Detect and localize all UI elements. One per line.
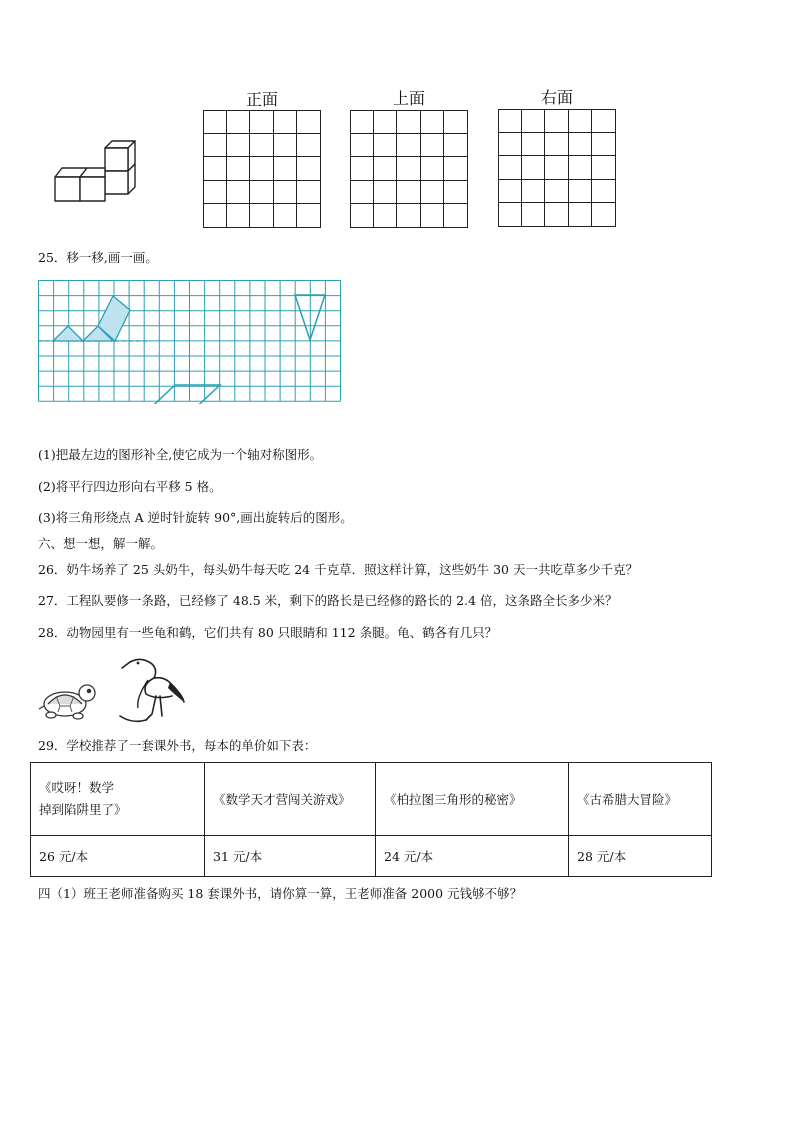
grid-cell[interactable]: [444, 204, 467, 227]
grid-cell[interactable]: [204, 204, 227, 227]
cube-stack-figure: [50, 138, 140, 204]
grid-cell[interactable]: [522, 156, 545, 179]
grid-cell[interactable]: [274, 181, 297, 204]
grid-cell[interactable]: [592, 133, 615, 156]
grid-cell[interactable]: [351, 111, 374, 134]
grid-cell[interactable]: [499, 203, 522, 226]
grid-cell[interactable]: [374, 111, 397, 134]
grid-cell[interactable]: [444, 157, 467, 180]
grid-cell[interactable]: [397, 157, 420, 180]
q25-sub1: (1)把最左边的图形补全,使它成为一个轴对称图形。: [38, 447, 323, 462]
q25-sub3: (3)将三角形绕点 A 逆时针旋转 90°,画出旋转后的图形。: [38, 510, 353, 525]
grid-cell[interactable]: [297, 111, 320, 134]
book-title-line1: 《哎呀！数学: [39, 780, 115, 795]
right-view-grid[interactable]: [498, 109, 616, 227]
grid-cell[interactable]: [569, 203, 592, 226]
q28-text: 28．动物园里有一些龟和鹤，它们共有 80 只眼睛和 112 条腿。龟、鹤各有几只？: [38, 625, 498, 640]
grid-cell[interactable]: [522, 110, 545, 133]
grid-cell[interactable]: [374, 157, 397, 180]
grid-cell[interactable]: [351, 204, 374, 227]
grid-cell[interactable]: [274, 134, 297, 157]
grid-cell[interactable]: [204, 181, 227, 204]
grid-cell[interactable]: [250, 111, 273, 134]
top-view-grid[interactable]: [350, 110, 468, 228]
top-view-label: 上面: [392, 89, 425, 108]
grid-cell[interactable]: [374, 204, 397, 227]
drawing-grid[interactable]: [38, 280, 342, 404]
book-title-line2: 掉到陷阱里了》: [39, 802, 127, 817]
grid-cell[interactable]: [227, 181, 250, 204]
grid-cell[interactable]: [351, 157, 374, 180]
book-title-cell: [31, 763, 205, 836]
grid-cell[interactable]: [592, 203, 615, 226]
right-view-label: 右面: [540, 88, 573, 107]
grid-cell[interactable]: [522, 203, 545, 226]
q29-intro: 29．学校推荐了一套课外书，每本的单价如下表：: [38, 738, 317, 753]
grid-cell[interactable]: [374, 181, 397, 204]
grid-cell[interactable]: [421, 134, 444, 157]
book-price-cell: 31 元/本: [205, 836, 376, 877]
grid-cell[interactable]: [227, 157, 250, 180]
grid-cell[interactable]: [545, 203, 568, 226]
grid-cell[interactable]: [250, 181, 273, 204]
book-title-cell: [205, 763, 376, 836]
q29-question: 四（1）班王老师准备购买 18 套课外书，请你算一算，王老师准备 2000 元钱够不够？: [38, 886, 523, 901]
book-title-cell: [376, 763, 569, 836]
q27-text: 27．工程队要修一条路，已经修了 48.5 米，剩下的路长是已经修的路长的 2.4 倍，这条路全长多少米？: [38, 593, 618, 608]
grid-cell[interactable]: [274, 204, 297, 227]
book-price-cell: 26 元/本: [31, 836, 205, 877]
grid-cell[interactable]: [274, 157, 297, 180]
q25-sub2: (2)将平行四边形向右平移 5 格。: [38, 479, 222, 494]
grid-cell[interactable]: [545, 156, 568, 179]
grid-cell[interactable]: [421, 181, 444, 204]
book-price-table: [30, 762, 712, 877]
grid-cell[interactable]: [297, 134, 320, 157]
front-view-label: 正面: [245, 90, 278, 109]
grid-cell[interactable]: [204, 157, 227, 180]
grid-cell[interactable]: [592, 110, 615, 133]
grid-cell[interactable]: [569, 156, 592, 179]
grid-cell[interactable]: [499, 133, 522, 156]
grid-cell[interactable]: [397, 204, 420, 227]
grid-cell[interactable]: [374, 134, 397, 157]
turtle-illustration: [38, 678, 100, 722]
book-title-cell: [569, 763, 712, 836]
grid-cell[interactable]: [297, 181, 320, 204]
grid-cell[interactable]: [499, 180, 522, 203]
grid-cell[interactable]: [421, 157, 444, 180]
grid-cell[interactable]: [592, 156, 615, 179]
grid-cell[interactable]: [274, 111, 297, 134]
grid-cell[interactable]: [421, 111, 444, 134]
grid-cell[interactable]: [499, 156, 522, 179]
table-row-prices: [31, 836, 712, 877]
grid-cell[interactable]: [444, 134, 467, 157]
grid-cell[interactable]: [227, 204, 250, 227]
book-price-cell: 28 元/本: [569, 836, 712, 877]
grid-cell[interactable]: [569, 133, 592, 156]
grid-cell[interactable]: [250, 157, 273, 180]
book-price-cell: 24 元/本: [376, 836, 569, 877]
grid-cell[interactable]: [204, 134, 227, 157]
table-row-titles: [31, 763, 712, 836]
grid-cell[interactable]: [297, 157, 320, 180]
crane-illustration: [112, 654, 188, 724]
q25-title: 25．移一移,画一画。: [38, 250, 158, 265]
grid-cell[interactable]: [397, 111, 420, 134]
book-title-line1: 《柏拉图三角形的秘密》: [384, 792, 522, 807]
grid-cell[interactable]: [522, 133, 545, 156]
book-title-line1: 《数学天才营闯关游戏》: [213, 792, 351, 807]
grid-cell[interactable]: [397, 181, 420, 204]
grid-cell[interactable]: [351, 134, 374, 157]
book-title-line1: 《古希腊大冒险》: [577, 792, 678, 807]
grid-cell[interactable]: [522, 180, 545, 203]
grid-cell[interactable]: [592, 180, 615, 203]
front-view-grid[interactable]: [203, 110, 321, 228]
grid-cell[interactable]: [444, 181, 467, 204]
incomplete-shape: [53, 296, 130, 341]
grid-cell[interactable]: [297, 204, 320, 227]
section-heading: 六、想一想，解一解。: [38, 536, 164, 551]
grid-cell[interactable]: [545, 133, 568, 156]
grid-cell[interactable]: [569, 110, 592, 133]
grid-cell[interactable]: [250, 134, 273, 157]
grid-cell[interactable]: [397, 134, 420, 157]
q26-text: 26．奶牛场养了 25 头奶牛，每头奶牛每天吃 24 千克草．照这样计算，这些奶牛 30 天一共吃草多少千克？: [38, 562, 638, 577]
grid-cell[interactable]: [499, 110, 522, 133]
grid-cell[interactable]: [444, 111, 467, 134]
grid-cell[interactable]: [545, 180, 568, 203]
grid-cell[interactable]: [421, 204, 444, 227]
grid-cell[interactable]: [204, 111, 227, 134]
grid-cell[interactable]: [351, 181, 374, 204]
grid-cell[interactable]: [227, 111, 250, 134]
grid-cell[interactable]: [545, 110, 568, 133]
grid-cell[interactable]: [569, 180, 592, 203]
grid-cell[interactable]: [227, 134, 250, 157]
grid-cell[interactable]: [250, 204, 273, 227]
